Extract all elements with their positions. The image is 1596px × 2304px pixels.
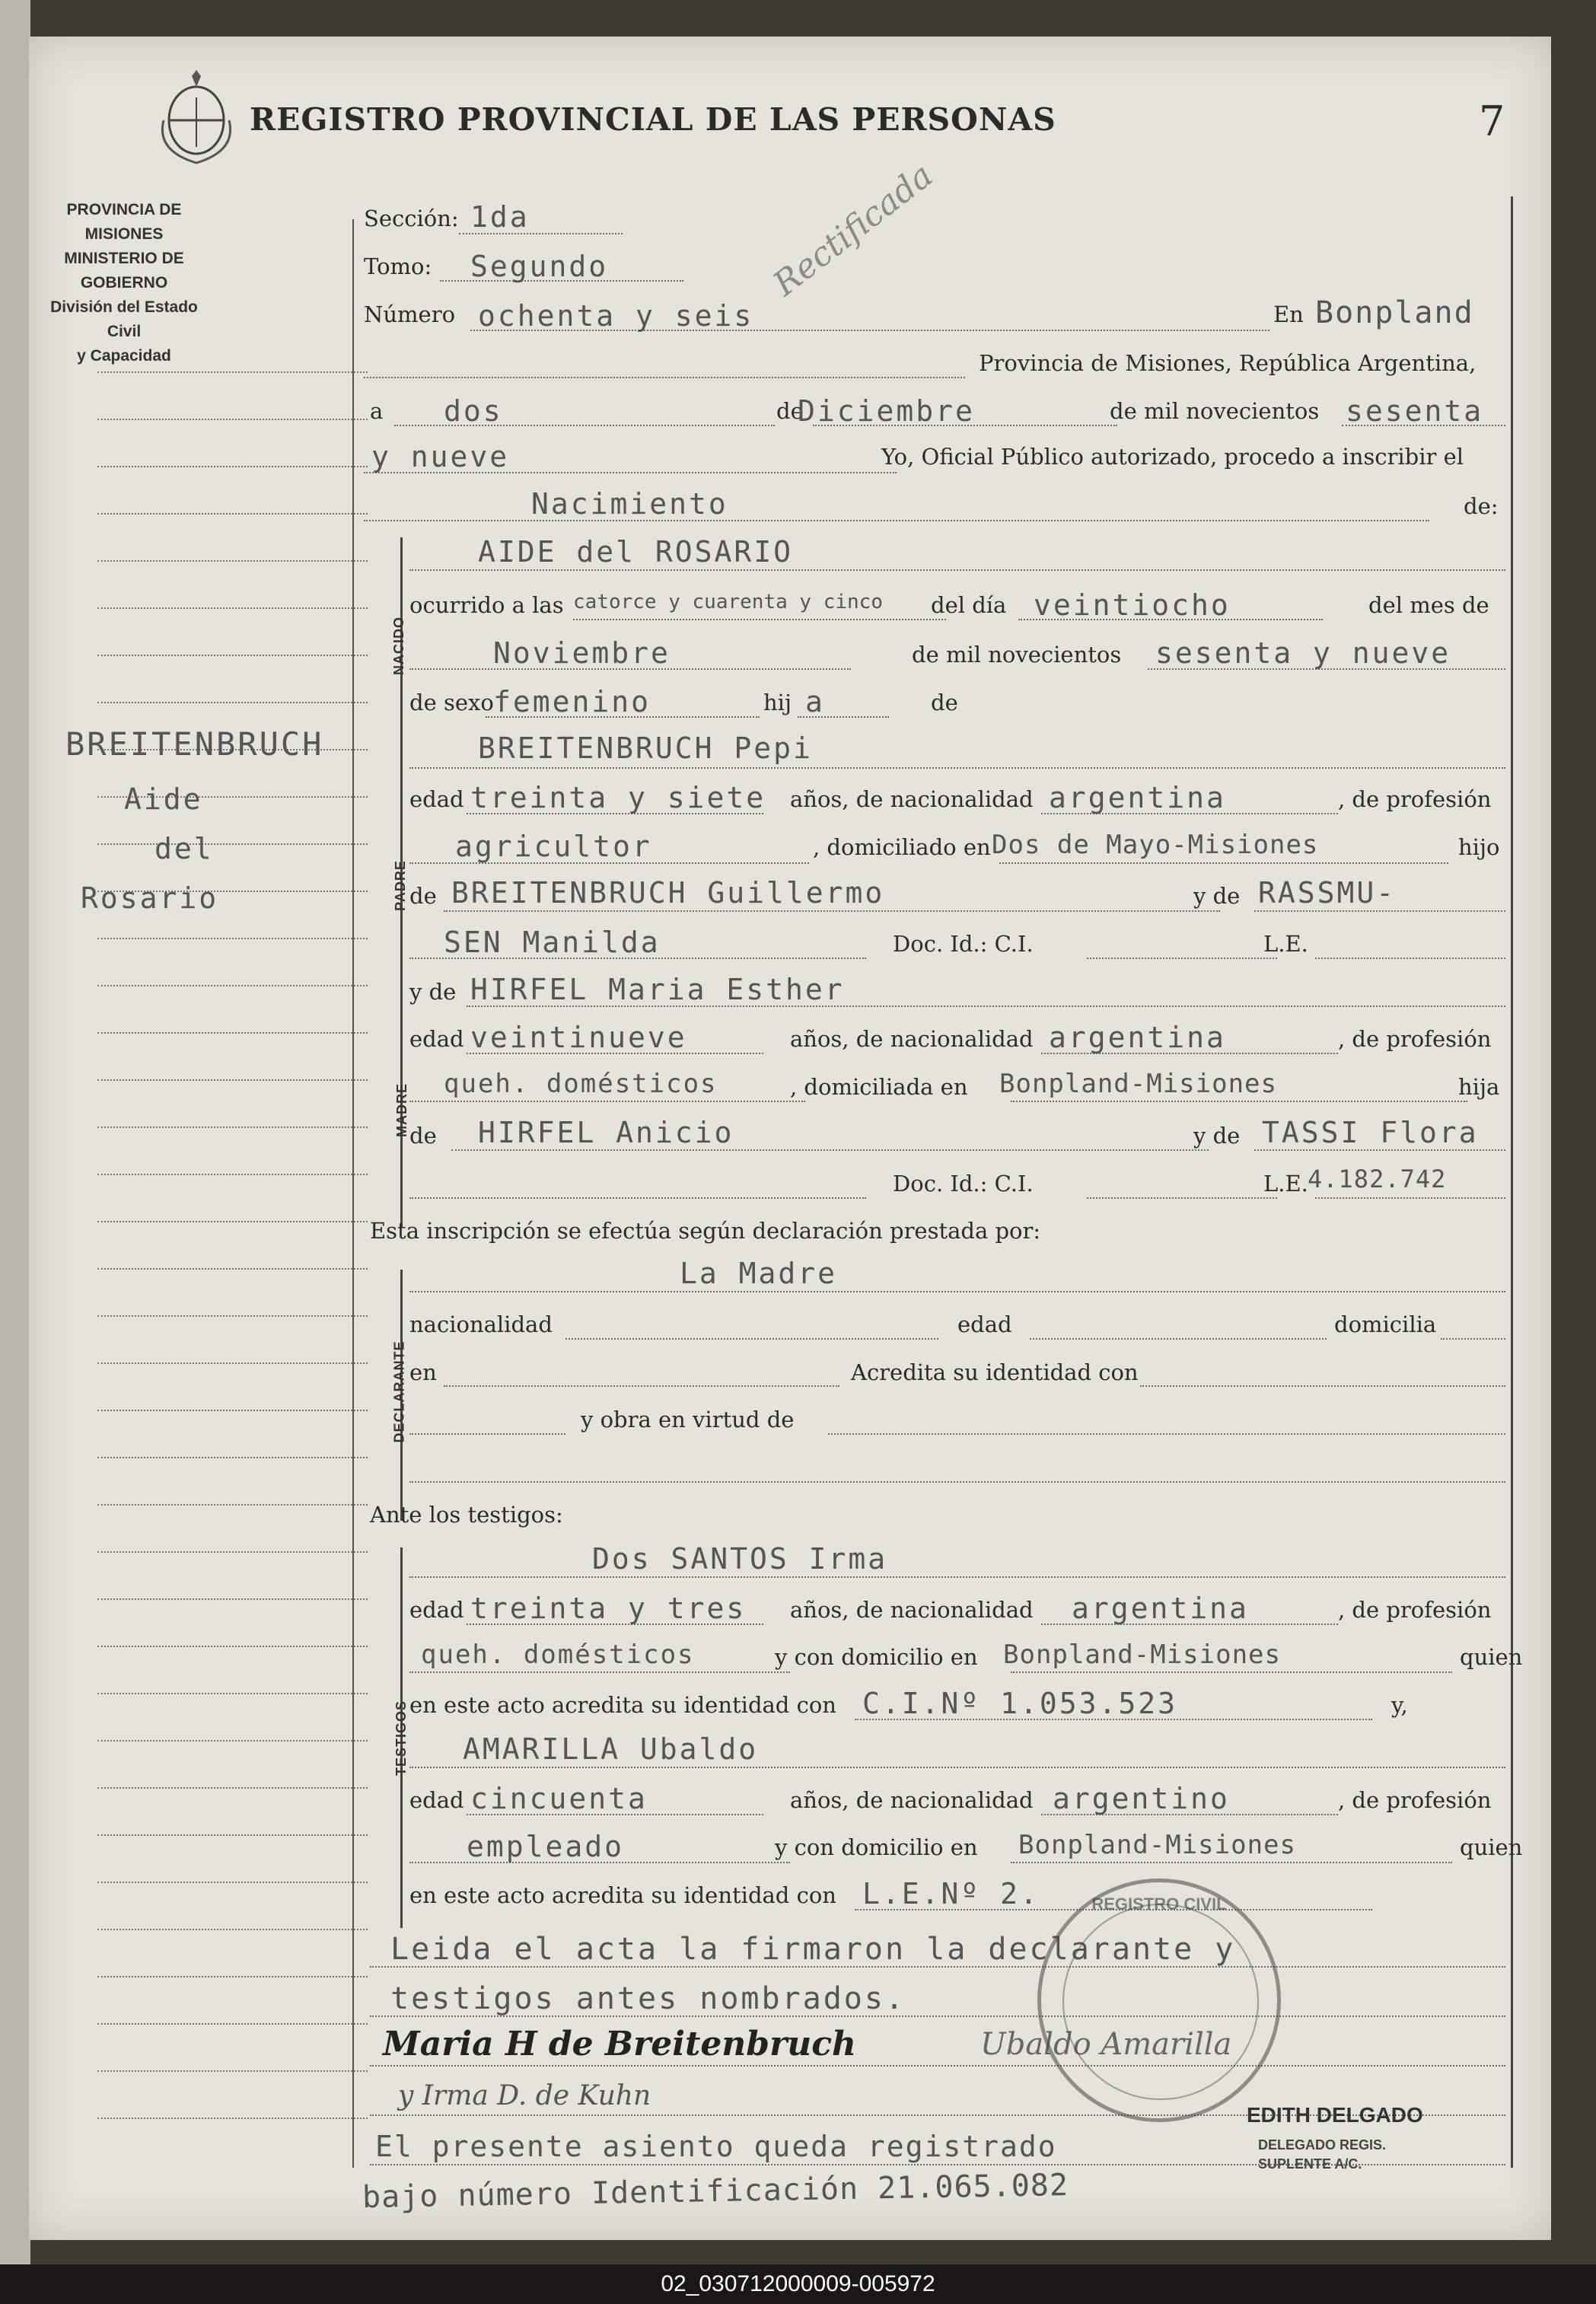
witness1-address: Bonpland-Misiones [1003,1640,1281,1670]
province-line: Provincia de Misiones, República Argentina, [979,350,1477,376]
birth-year-label: de mil novecientos [912,642,1122,668]
hijo-label: hijo [1458,834,1500,860]
issuer-block [37,198,212,368]
madre-y-de-label: y de [409,979,457,1005]
decl-en-label: en [409,1359,437,1385]
numero-label: Número [364,301,456,327]
sexo-label: de sexo [409,690,494,715]
t1-anos-label: años, de nacionalidad [790,1597,1034,1623]
witness2-name: AMARILLA Ubaldo [463,1732,759,1766]
en-label: En [1273,301,1304,327]
t2-quien-label: quien [1460,1834,1523,1860]
padre-y-de-label: y de [1193,883,1241,909]
witness2-age: cincuenta [470,1782,648,1815]
issuer-division: División del Estado Civil [50,298,198,340]
decl-edad-label: edad [957,1311,1012,1337]
de-label: de [776,398,804,424]
mother-nationality: argentina [1049,1021,1226,1054]
month-value: Diciembre [798,394,975,428]
year-label: de mil novecientos [1110,398,1320,424]
declarante-intro: Esta inscripción se efectúa según declaración prestada por: [370,1218,1041,1244]
seccion-value: 1da [470,200,530,234]
madre-de-label: de [409,1123,437,1149]
father-nationality: argentina [1049,781,1226,814]
margin-note-name: Aide [124,782,203,816]
madre-side-label: MADRE [394,1083,409,1137]
testigos-intro: Ante los testigos: [370,1502,563,1528]
madre-edad-label: edad [409,1026,464,1052]
witness2-address: Bonpland-Misiones [1018,1830,1296,1860]
madre-anos-label: años, de nacionalidad [790,1026,1034,1052]
witness1-id: C.I.Nº 1.053.523 [862,1687,1178,1720]
witness1-age: treinta y tres [470,1592,747,1625]
issuer-province: PROVINCIA DE MISIONES [66,201,182,243]
birth-month: Noviembre [493,636,671,670]
t1-quien-label: quien [1460,1644,1523,1670]
tomo-value: Segundo [470,250,609,283]
yo-text: Yo, Oficial Público autorizado, procedo a inscribir el [881,444,1464,470]
child-name: AIDE del ROSARIO [478,535,794,569]
margin-note-rosario: Rosario [81,881,219,915]
a-label: a [370,398,384,424]
decl-acredita-label: Acredita su identidad con [851,1359,1139,1385]
sexo-value: femenino [493,685,651,719]
official-title-1: DELEGADO REGIS. [1258,2137,1387,2153]
t1-prof-label: , de profesión [1338,1597,1492,1623]
maternal-grandmother: TASSI Flora [1262,1116,1479,1149]
father-profession: agricultor [455,830,652,863]
father-address: Dos de Mayo-Misiones [992,830,1319,860]
issuer-ministry: MINISTERIO DE GOBIERNO [64,250,184,292]
t2-dom-label: y con domicilio en [775,1834,978,1860]
signature-mother: Maria H de Breitenbruch [383,2025,857,2063]
rectificada-stamp: Rectificada [766,155,941,304]
padre-side-label: PADRE [392,860,408,911]
official-title-2: SUPLENTE A/C. [1258,2156,1362,2172]
issuer-division-2: y Capacidad [77,347,171,365]
witness1-name: Dos SANTOS Irma [592,1542,888,1576]
padre-edad-label: edad [409,786,464,812]
witness2-nationality: argentino [1053,1782,1230,1815]
coat-of-arms-icon [155,67,238,166]
register-page [29,37,1551,2240]
madre-doc-label: Doc. Id.: C.I. [893,1171,1034,1197]
madre-y-de2-label: y de [1193,1123,1241,1149]
signature-witness1: y Irma D. de Kuhn [398,2080,651,2111]
year-value-2: y nueve [371,440,510,473]
t1-y-label: y, [1391,1692,1408,1718]
padre-prof-label: , de profesión [1338,786,1492,812]
closing-line-2: testigos antes nombrados. [390,1981,906,2016]
mother-profession: queh. domésticos [444,1069,718,1099]
padre-dom-label: , domiciliado en [813,834,991,860]
de-colon: de: [1464,493,1499,519]
tomo-label: Tomo: [364,253,432,279]
father-name: BREITENBRUCH Pepi [478,731,813,765]
signature-witness2: Ubaldo Amarilla [980,2027,1232,2062]
t2-anos-label: años, de nacionalidad [790,1787,1034,1813]
madre-le-label: L.E. [1263,1171,1308,1197]
closing-line-1: Leida el acta la firmaron la declarante y [390,1932,1236,1967]
decl-domicilia-label: domicilia [1334,1311,1437,1337]
day-value: dos [444,394,503,428]
margin-note-surname: BREITENBRUCH [65,725,324,763]
declarante-name: La Madre [680,1257,838,1290]
registry-note-1: El presente asiento queda registrado [375,2130,1057,2163]
t1-dom-label: y con domicilio en [775,1644,978,1670]
padre-le-label: L.E. [1263,931,1308,957]
del-dia-label: del día [931,592,1007,618]
image-id-footer: 02_030712000009-005972 [0,2264,1596,2304]
padre-de-label: de [409,883,437,909]
witness1-profession: queh. domésticos [421,1640,695,1670]
t1-acredita-label: en este acto acredita su identidad con [409,1692,836,1718]
margin-note-del: del [155,832,214,865]
mother-address: Bonpland-Misiones [999,1069,1277,1099]
previous-page-edge [0,0,30,2264]
en-value: Bonpland [1315,295,1474,330]
nacido-side-label: NACIDO [391,617,406,675]
birth-hour: catorce y cuarenta y cinco [573,591,883,613]
father-age: treinta y siete [470,781,766,814]
mother-name: HIRFEL Maria Esther [470,973,845,1006]
madre-dom-label: , domiciliada en [790,1074,968,1100]
hij-value: a [805,685,825,719]
official-name: EDITH DELGADO [1247,2103,1423,2127]
page-number: 7 [1479,97,1505,145]
testigos-side-label: TESTIGOS [393,1700,409,1777]
madre-prof-label: , de profesión [1338,1026,1492,1052]
birth-day: veintiocho [1034,588,1231,622]
t1-edad-label: edad [409,1597,464,1623]
hij-label: hij [763,690,792,715]
padre-doc-label: Doc. Id.: C.I. [893,931,1034,957]
del-mes-label: del mes de [1368,592,1489,618]
official-seal [1037,1879,1281,2122]
hija-label: hija [1458,1074,1500,1100]
registry-note-2: bajo número Identificación 21.065.082 [362,2167,1069,2216]
padre-anos-label: años, de nacionalidad [790,786,1034,812]
mother-age: veintinueve [470,1021,687,1054]
act-value: Nacimiento [531,487,728,521]
seccion-label: Sección: [364,206,459,231]
witness1-nationality: argentina [1072,1592,1249,1625]
paternal-grandmother-1: RASSMU- [1258,876,1397,910]
witness2-profession: empleado [467,1830,625,1863]
t2-prof-label: , de profesión [1338,1787,1492,1813]
decl-nac-label: nacionalidad [409,1311,553,1337]
year-value-1: sesenta [1346,394,1484,428]
mother-le-number: 4.182.742 [1308,1165,1447,1193]
t2-edad-label: edad [409,1787,464,1813]
nacido-de-label: de [931,690,958,715]
decl-obra-label: y obra en virtud de [581,1407,795,1432]
t2-acredita-label: en este acto acredita su identidad con [409,1882,836,1908]
declarante-side-label: DECLARANTE [391,1340,407,1443]
ocurrido-label: ocurrido a las [409,592,564,618]
paternal-grandmother-2: SEN Manilda [444,926,661,959]
maternal-grandfather: HIRFEL Anicio [478,1116,734,1149]
paternal-grandfather: BREITENBRUCH Guillermo [451,876,885,910]
numero-value: ochenta y seis [478,299,754,333]
seal-text: REGISTRO CIVIL [1091,1895,1227,1914]
page-title: REGISTRO PROVINCIAL DE LAS PERSONAS [250,101,1056,138]
birth-year: sesenta y nueve [1155,636,1451,670]
witness2-id: L.E.Nº 2. [862,1877,1040,1910]
